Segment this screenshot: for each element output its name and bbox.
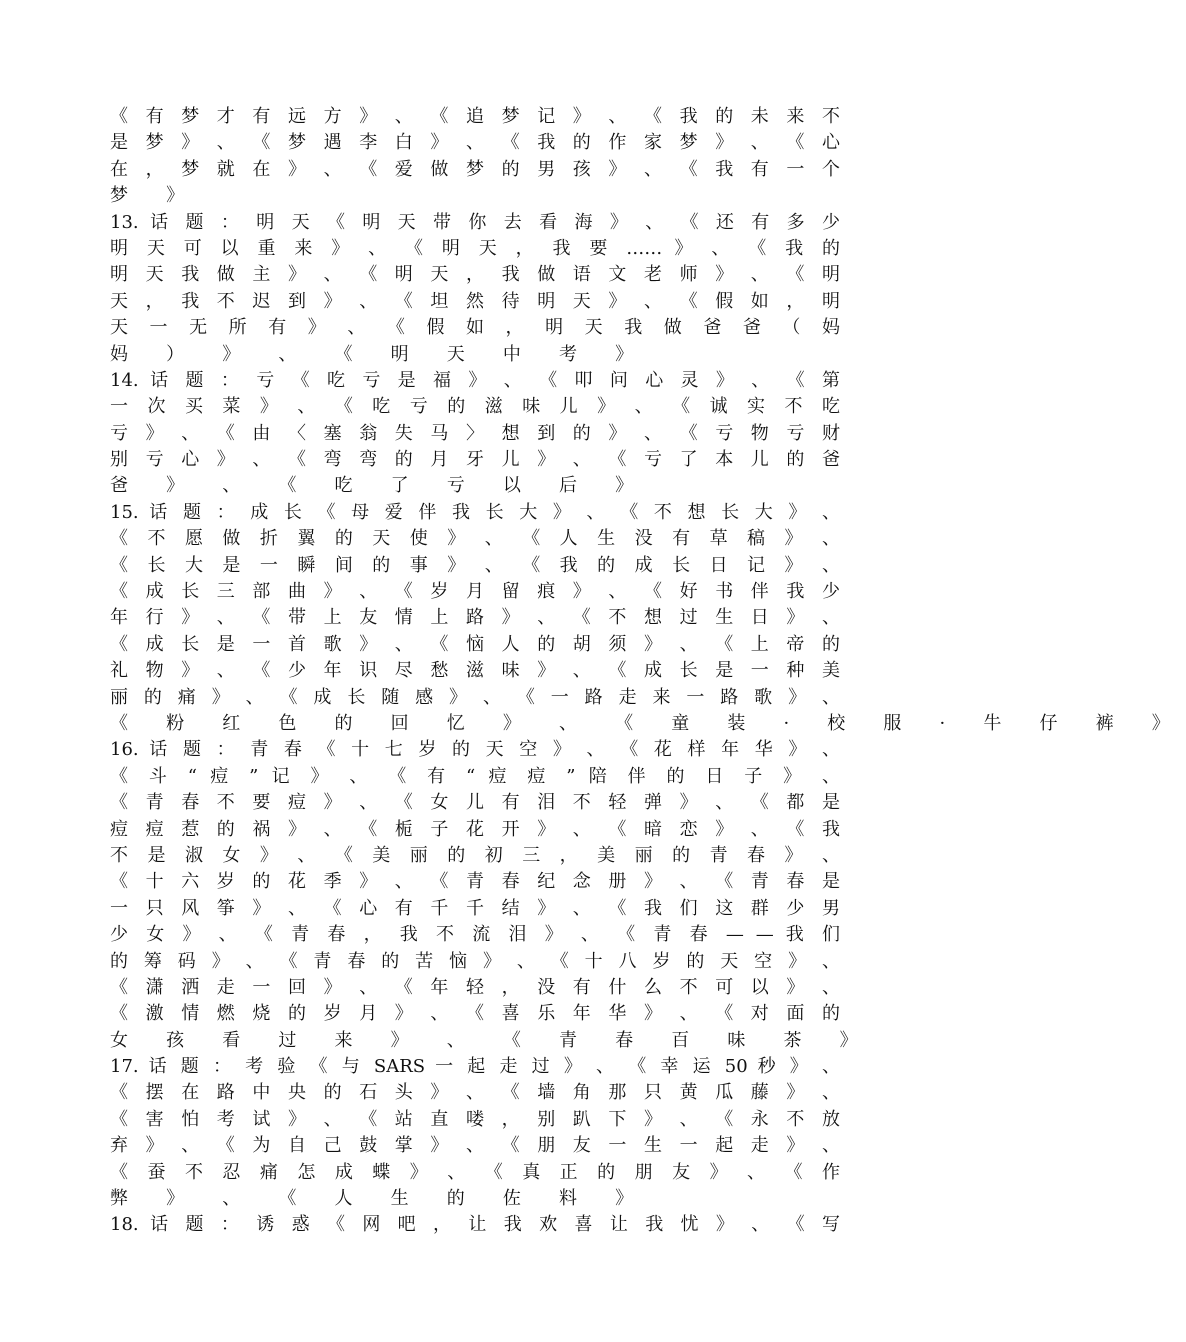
- text-line: 《 斗 “ 痘 ” 记 》 、 《 有 “ 痘 痘 ” 陪 伴 的 日 子 》 、: [110, 765, 840, 787]
- text-line: 丽 的 痛 》 、 《 成 长 随 感 》 、 《 一 路 走 来 一 路 歌 》 、: [110, 686, 840, 708]
- text-line: 《 摆 在 路 中 央 的 石 头 》 、 《 墙 角 那 只 黄 瓜 藤 》 、: [110, 1082, 840, 1104]
- text-body: [110, 104, 1186, 1239]
- text-line: 《 成 长 三 部 曲 》 、 《 岁 月 留 痕 》 、 《 好 书 伴 我 少: [110, 581, 840, 603]
- text-line: 明 天 我 做 主 》 、 《 明 天 ， 我 做 语 文 老 师 》 、 《 明: [110, 264, 840, 286]
- text-line: 《 青 春 不 要 痘 》 、 《 女 儿 有 泪 不 轻 弹 》 、 《 都 是: [110, 792, 840, 814]
- text-line: 14. 话 题 ： 亏 《 吃 亏 是 福 》 、 《 叩 问 心 灵 》 、 《 第: [110, 369, 840, 391]
- text-line: 《 成 长 是 一 首 歌 》 、 《 恼 人 的 胡 须 》 、 《 上 帝 的: [110, 633, 840, 655]
- text-line: 《 害 怕 考 试 》 、 《 站 直 喽 ， 别 趴 下 》 、 《 永 不 放: [110, 1108, 840, 1130]
- text-line: 年 行 》 、 《 带 上 友 情 上 路 》 、 《 不 想 过 生 日 》 、: [110, 607, 840, 629]
- text-line: 天 ， 我 不 迟 到 》 、 《 坦 然 待 明 天 》 、 《 假 如 ， 明: [110, 290, 840, 312]
- text-line: 《 不 愿 做 折 翼 的 天 使 》 、 《 人 生 没 有 草 稿 》 、: [110, 528, 840, 550]
- text-line: 《 粉 红 色 的 回 忆 》 、 《 童 装 · 校 服 · 牛 仔 裤 》: [110, 712, 1186, 734]
- text-line: 《 蚕 不 忍 痛 怎 成 蝶 》 、 《 真 正 的 朋 友 》 、 《 作: [110, 1161, 840, 1183]
- text-line: 别 亏 心 》 、 《 弯 弯 的 月 牙 儿 》 、 《 亏 了 本 儿 的 爸: [110, 449, 840, 471]
- text-line: 17. 话 题 ： 考 验 《 与 SARS 一 起 走 过 》 、 《 幸 运 50 秒 》 、: [110, 1056, 840, 1078]
- text-line: 16. 话 题 ： 青 春 《 十 七 岁 的 天 空 》 、 《 花 样 年 华 》 、: [110, 739, 840, 761]
- text-line: 亏 》 、 《 由 〈 塞 翁 失 马 〉 想 到 的 》 、 《 亏 物 亏 财: [110, 422, 840, 444]
- text-line: 礼 物 》 、 《 少 年 识 尽 愁 滋 味 》 、 《 成 长 是 一 种 美: [110, 660, 840, 682]
- text-line: 《 长 大 是 一 瞬 间 的 事 》 、 《 我 的 成 长 日 记 》 、: [110, 554, 840, 576]
- text-line: 妈 ） 》 、 《 明 天 中 考 》: [110, 343, 650, 365]
- text-line: 《 有 梦 才 有 远 方 》 、 《 追 梦 记 》 、 《 我 的 未 来 不: [110, 106, 840, 127]
- text-line: 的 筹 码 》 、 《 青 春 的 苦 恼 》 、 《 十 八 岁 的 天 空 》 、: [110, 950, 840, 972]
- text-line: 一 只 风 筝 》 、 《 心 有 千 千 结 》 、 《 我 们 这 群 少 男: [110, 897, 840, 919]
- text-line: 明 天 可 以 重 来 》 、 《 明 天 ， 我 要 …… 》 、 《 我 的: [110, 237, 840, 259]
- text-line: 弃 》 、 《 为 自 己 鼓 掌 》 、 《 朋 友 一 生 一 起 走 》 、: [110, 1135, 840, 1157]
- text-line: 弊 》 、 《 人 生 的 佐 料 》: [110, 1188, 650, 1210]
- text-line: 15. 话 题 ： 成 长 《 母 爱 伴 我 长 大 》 、 《 不 想 长 大 》 、: [110, 501, 840, 523]
- text-line: 爸 》 、 《 吃 了 亏 以 后 》: [110, 475, 650, 497]
- text-line: 女 孩 看 过 来 》 、 《 青 春 百 味 茶 》: [110, 1029, 874, 1051]
- text-line: 是 梦 》 、 《 梦 遇 李 白 》 、 《 我 的 作 家 梦 》 、 《 心: [110, 132, 840, 154]
- text-line: 一 次 买 菜 》 、 《 吃 亏 的 滋 味 儿 》 、 《 诚 实 不 吃: [110, 396, 840, 418]
- text-line: 少 女 》 、 《 青 春 ， 我 不 流 泪 》 、 《 青 春 — — 我 们: [110, 924, 840, 946]
- text-line: 18. 话 题 ： 诱 惑 《 网 吧 ， 让 我 欢 喜 让 我 忧 》 、 《 写: [110, 1214, 840, 1236]
- text-line: 《 潇 洒 走 一 回 》 、 《 年 轻 ， 没 有 什 么 不 可 以 》 、: [110, 976, 840, 998]
- text-line: 痘 痘 惹 的 祸 》 、 《 栀 子 花 开 》 、 《 暗 恋 》 、 《 我: [110, 818, 840, 840]
- text-line: 天 一 无 所 有 》 、 《 假 如 ， 明 天 我 做 爸 爸 （ 妈: [110, 317, 840, 339]
- text-line: 13. 话 题 ： 明 天 《 明 天 带 你 去 看 海 》 、 《 还 有 多 少: [110, 211, 840, 233]
- text-line: 《 激 情 燃 烧 的 岁 月 》 、 《 喜 乐 年 华 》 、 《 对 面 的: [110, 1003, 840, 1025]
- text-line: 在 ， 梦 就 在 》 、 《 爱 做 梦 的 男 孩 》 、 《 我 有 一 个: [110, 158, 840, 180]
- text-line: 不 是 淑 女 》 、 《 美 丽 的 初 三 ， 美 丽 的 青 春 》 、: [110, 844, 840, 866]
- text-line: 《 十 六 岁 的 花 季 》 、 《 青 春 纪 念 册 》 、 《 青 春 是: [110, 871, 840, 893]
- text-line: 梦 》: [110, 185, 201, 207]
